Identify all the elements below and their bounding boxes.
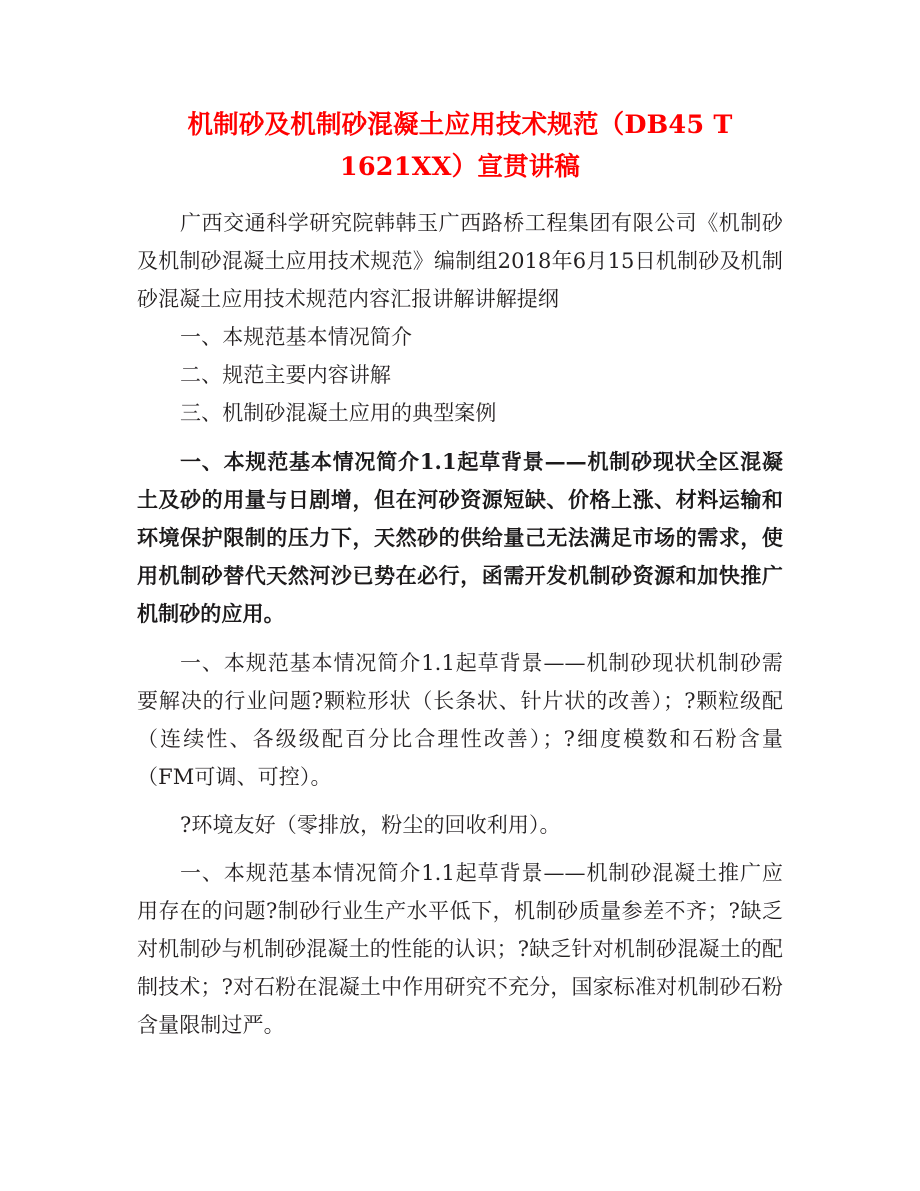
intro-paragraph: 广西交通科学研究院韩韩玉广西路桥工程集团有限公司《机制砂及机制砂混凝土应用技术规范》编制组2018年6月15日机制砂及机制砂混凝土应用技术规范内容汇报讲解讲解提纲 [137,211,783,311]
outline-item-1: 一、本规范基本情况简介 [180,325,413,349]
document-body [137,0,783,1044]
section-promotion-problems: 一、本规范基本情况简介1.1起草背景——机制砂混凝土推广应用存在的问题?制砂行业生产水平低下，机制砂质量参差不齐；?缺乏对机制砂与机制砂混凝土的性能的认识；?缺乏针对机制砂混凝土的配制技术；?对石粉在混凝土中作用研究不充分，国家标准对机制砂石粉含量限制过严。 [137,861,783,1037]
section-industry-problems: 一、本规范基本情况简介1.1起草背景——机制砂现状机制砂需要解决的行业问题?颗粒形状（长条状、针片状的改善）；?颗粒级配（连续性、各级级配百分比合理性改善）；?细度模数和石粉含量（FM可调、可控）。 [137,651,783,789]
outline-item-3: 三、机制砂混凝土应用的典型案例 [180,401,497,425]
outline-item-2: 二、规范主要内容讲解 [180,363,391,387]
section-current-status: 一、本规范基本情况简介1.1起草背景——机制砂现状全区混凝土及砂的用量与日剧增，但在河砂资源短缺、价格上涨、材料运输和环境保护限制的压力下，天然砂的供给量己无法满足市场的需求，使用机制砂替代天然河沙已势在必行，函需开发机制砂资源和加快推广机制砂的应用。 [137,449,783,626]
section-environment-friendly: ?环境友好（零排放，粉尘的回收利用）。 [180,813,561,837]
page-title: 机制砂及机制砂混凝土应用技术规范（DB45 T 1621XX）宣贯讲稿 [187,110,733,182]
